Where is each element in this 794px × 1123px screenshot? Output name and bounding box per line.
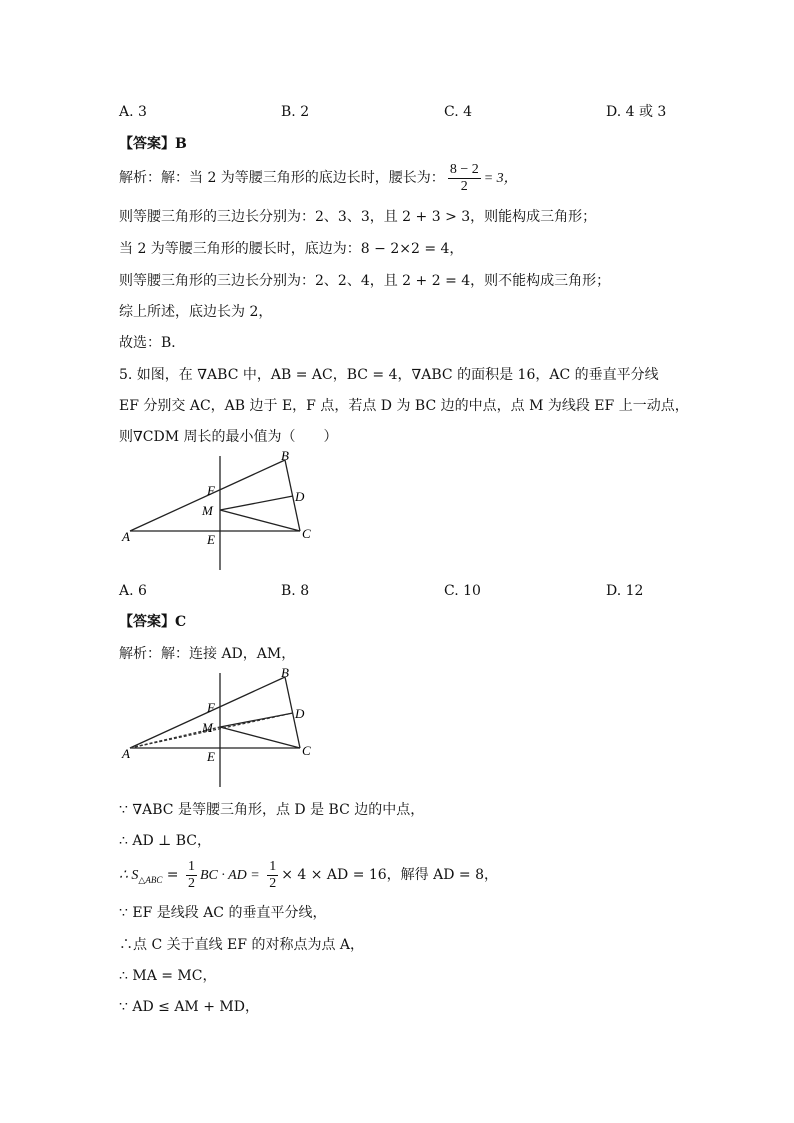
point-d-label: D bbox=[295, 706, 305, 721]
q4-analysis-line4: 则等腰三角形的三边长分别为：2、2、4，且 2 + 2 = 4，则不能构成三角形； bbox=[119, 273, 611, 289]
point-d-label: D bbox=[295, 489, 305, 504]
q4-analysis-line5: 综上所述，底边长为 2， bbox=[119, 304, 273, 320]
point-f-label: F bbox=[207, 483, 215, 498]
proof-line7: ∵ AD ≤ AM + MD， bbox=[119, 999, 259, 1015]
q4-option-a: A. 3 bbox=[119, 104, 147, 120]
proof-line5: ∴点 C 关于直线 EF 的对称点为点 A， bbox=[119, 937, 365, 953]
point-e-label: E bbox=[207, 749, 215, 764]
proof-line6: ∴ MA = MC， bbox=[119, 968, 217, 984]
q5-figure bbox=[115, 448, 325, 573]
q5-solution-figure bbox=[115, 665, 325, 790]
q4-option-d: D. 4 或 3 bbox=[606, 104, 667, 120]
q4-analysis-line3: 当 2 为等腰三角形的腰长时，底边为：8 − 2×2 = 4， bbox=[119, 241, 464, 257]
q4-analysis-line1: 解析：解：当 2 为等腰三角形的底边长时，腰长为： $\frac{8 - 2}{2}$ = 3， bbox=[119, 161, 518, 194]
q5-answer: 【答案】C bbox=[119, 614, 187, 630]
proof-line2: ∴ AD ⊥ BC， bbox=[119, 833, 212, 849]
point-c-label: C bbox=[302, 743, 311, 758]
q4-answer: 【答案】B bbox=[119, 136, 187, 152]
q5-option-c: C. 10 bbox=[444, 583, 481, 599]
q4-analysis-line6: 故选：B． bbox=[119, 335, 186, 351]
q5-option-a: A. 6 bbox=[119, 583, 147, 599]
point-e-label: E bbox=[207, 532, 215, 547]
proof-line3: ∴ $S_{\triangle ABC}$ = $\frac{1}{2}$ BC · AD = $\frac{1}{2}$ × 4 × AD = 16，解得 AD = 8， bbox=[119, 858, 499, 891]
point-a-label: A bbox=[122, 746, 130, 761]
point-m-label: M bbox=[202, 720, 213, 735]
q4-option-c: C. 4 bbox=[444, 104, 473, 120]
q4-option-b: B. 2 bbox=[281, 104, 310, 120]
proof-line4: ∵ EF 是线段 AC 的垂直平分线， bbox=[119, 905, 327, 921]
q4-fraction: $\frac{8 - 2}{2}$ bbox=[449, 161, 479, 194]
q5-option-d: D. 12 bbox=[606, 583, 644, 599]
point-b-label: B bbox=[281, 665, 289, 680]
point-m-label: M bbox=[202, 503, 213, 518]
point-a-label: A bbox=[122, 529, 130, 544]
q5-analysis-intro: 解析：解：连接 AD，AM， bbox=[119, 646, 296, 662]
proof-line1: ∵ ∇ABC 是等腰三角形，点 D 是 BC 边的中点， bbox=[119, 802, 425, 818]
q5-option-b: B. 8 bbox=[281, 583, 310, 599]
q4-analysis-line2: 则等腰三角形的三边长分别为：2、3、3，且 2 + 3 > 3，则能构成三角形； bbox=[119, 209, 597, 225]
point-c-label: C bbox=[302, 526, 311, 541]
q5-stem-line1: 5. 如图，在 ∇ABC 中，AB = AC，BC = 4，∇ABC 的面积是 16，AC 的垂直平分线 bbox=[119, 367, 659, 383]
point-f-label: F bbox=[207, 700, 215, 715]
q5-stem-line2: EF 分别交 AC，AB 边于 E，F 点，若点 D 为 BC 边的中点，点 M 为线段 EF 上一动点， bbox=[119, 398, 689, 414]
point-b-label: B bbox=[281, 448, 289, 463]
q5-stem-line3: 则∇CDM 周长的最小值为（ ） bbox=[119, 429, 338, 445]
